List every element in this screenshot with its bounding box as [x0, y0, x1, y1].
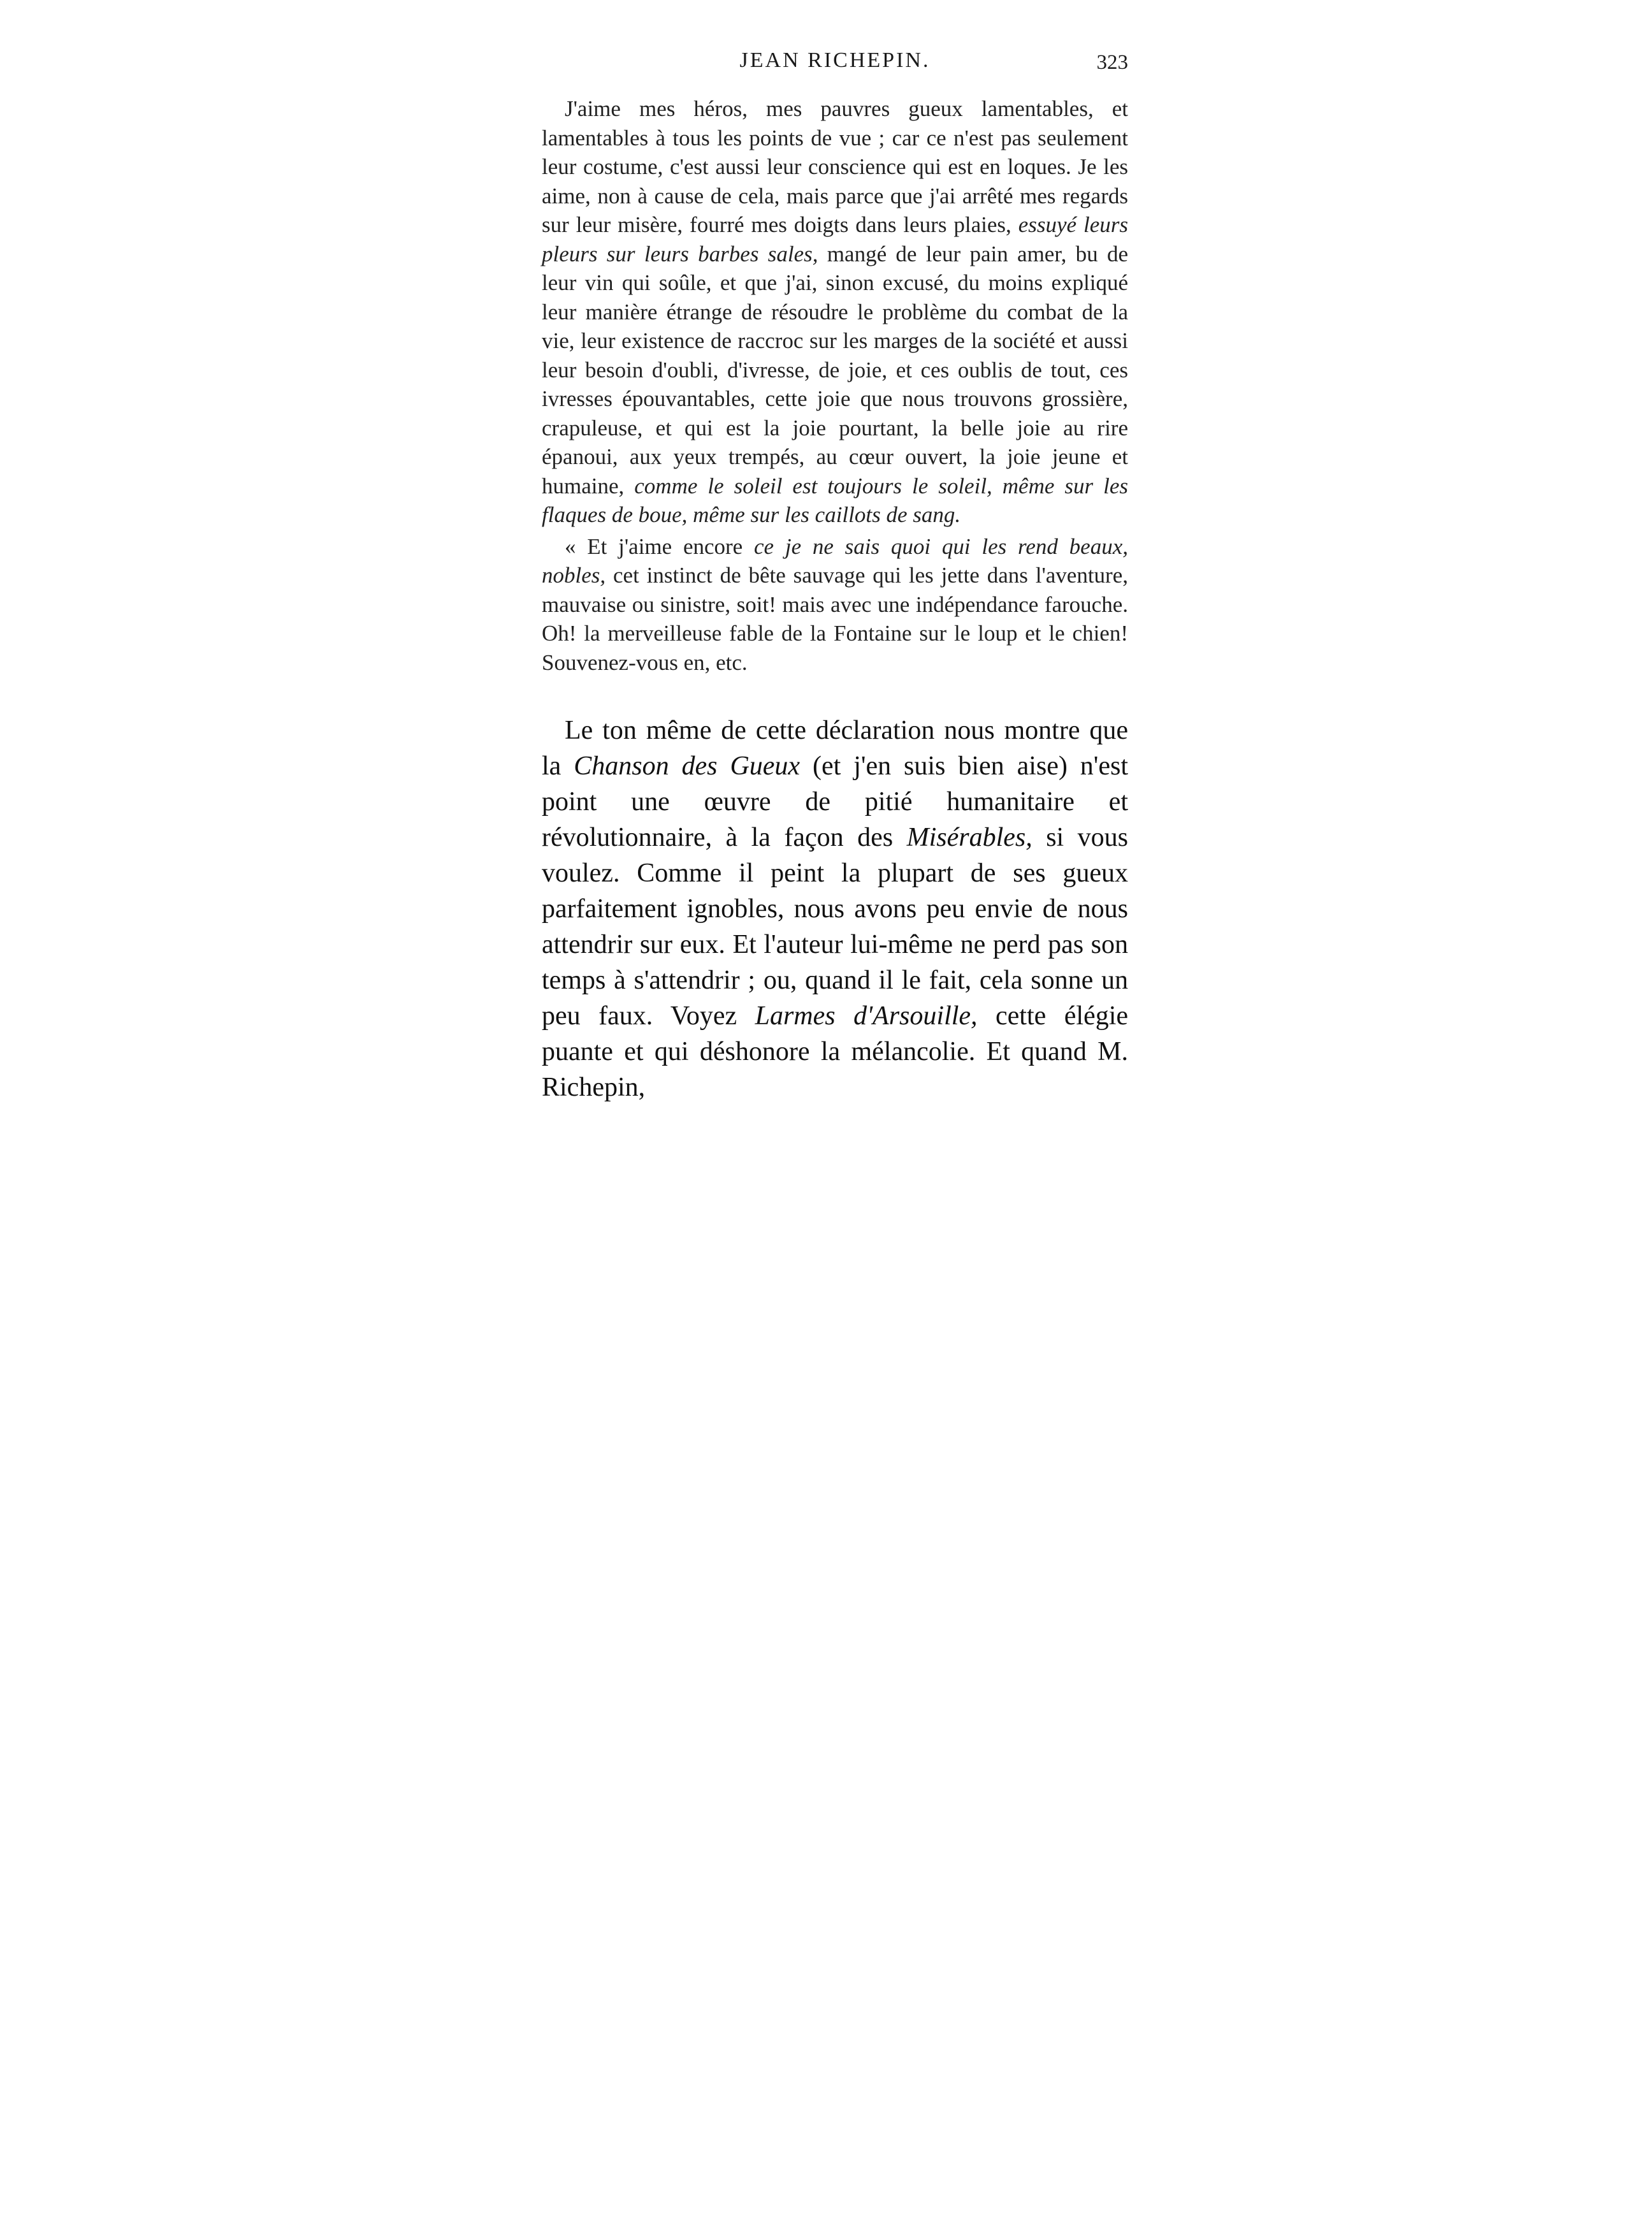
- quote-text: cet instinct de bête sauvage qui les jette dans l'aventure, mauvaise ou sinistre, soit! mais avec une indépendance farouche. Oh! la merveilleuse fable de la Fontaine sur le loup et le chien! Souvenez-vous en, etc.: [542, 563, 1128, 675]
- page-number: 323: [1096, 51, 1128, 74]
- body-text: [542, 713, 1128, 1105]
- quote-italic: ce je ne sais quoi qui les rend beaux, nobles,: [542, 534, 1128, 588]
- quote-italic: comme le soleil est toujours le soleil, même sur les flaques de boue, même sur les caillots de sang.: [542, 473, 1128, 527]
- quote-text: « Et j'aime encore: [565, 534, 754, 559]
- quote-text: J'aime mes héros, mes pauvres gueux lamentables, et lamentables à tous les points de vue ; car ce n'est pas seulement leur costume, c'est aussi leur conscience qui est en loques. Je les aime, non à cause de cela, mais parce que j'ai arrêté mes regards sur leur misère, fourré mes doigts dans leurs plaies,: [542, 96, 1128, 237]
- body-text-run: cette élégie puante et qui déshonore la mélancolie. Et quand M. Richepin,: [542, 1001, 1129, 1102]
- body-text-run: Le ton même de cette déclaration nous montre que la: [542, 716, 1128, 781]
- body-paragraph: [542, 713, 1128, 1105]
- body-text-run: si vous voulez. Comme il peint la plupart de ses gueux parfaitement ignobles, nous avons peu envie de nous attendrir sur eux. Et l'auteur lui-même ne perd pas son temps à s'attendrir ; ou, quand il le fait, cela sonne un peu faux. Voyez: [542, 823, 1129, 1031]
- page-header: [542, 45, 1128, 89]
- quote-text: mangé de leur pain amer, bu de leur vin qui soûle, et que j'ai, sinon excusé, du moins expliqué leur manière étrange de résoudre le problème du combat de la vie, leur existence de raccroc sur les marges de la société et aussi leur besoin d'oubli, d'ivresse, de joie, et ces oublis de tout, ces ivresses épouvantables, cette joie que nous trouvons grossière, crapuleuse, et qui est la joie pourtant, la belle joie au rire épanoui, aux yeux trempés, au cœur ouvert, la joie jeune et humaine,: [542, 241, 1128, 498]
- work-title-chanson-des-gueux: Chanson des Gueux: [574, 751, 801, 781]
- quote-paragraph-1: [542, 94, 1128, 530]
- running-head: JEAN RICHEPIN.: [739, 48, 931, 72]
- page: [542, 45, 1128, 1105]
- quote-paragraph-2: [542, 532, 1128, 678]
- quote-italic: essuyé leurs pleurs sur leurs barbes sales,: [542, 212, 1128, 266]
- body-text-run: (et j'en suis bien aise) n'est point une œuvre de pitié humanitaire et révolutionnaire, à la façon des: [542, 751, 1129, 852]
- work-title-larmes-d-arsouille: Larmes d'Arsouille,: [755, 1001, 978, 1031]
- quoted-passage: [542, 94, 1128, 677]
- work-title-miserables: Misérables,: [906, 823, 1032, 852]
